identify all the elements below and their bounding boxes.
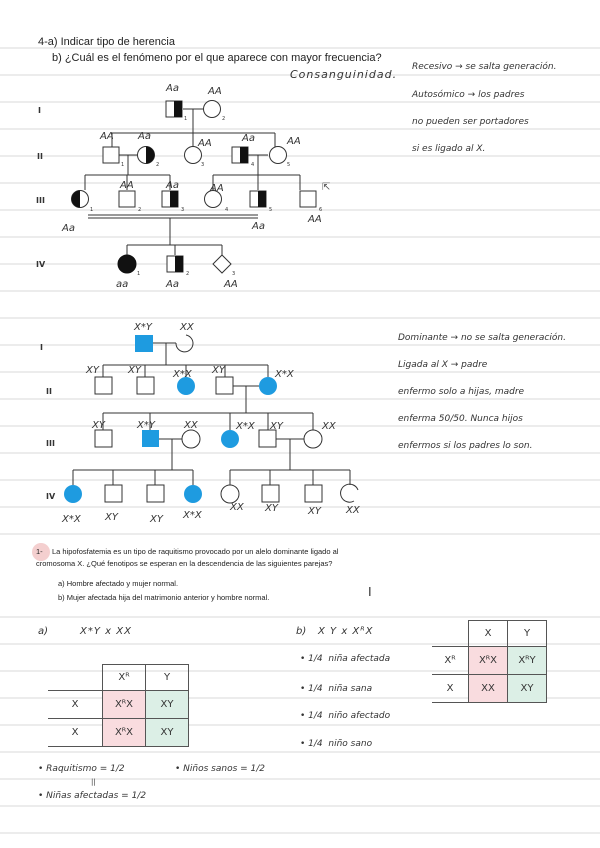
section1-title: 4-a) Indicar tipo de herencia: [38, 36, 175, 48]
svg-text:XY: XY: [128, 365, 141, 376]
svg-text:3: 3: [201, 162, 205, 168]
male-III2: [119, 191, 135, 207]
svg-text:AA: AA: [100, 131, 114, 142]
svg-text:3: 3: [232, 271, 236, 277]
svg-text:Aa: Aa: [252, 221, 265, 232]
svg-text:5: 5: [287, 162, 291, 168]
carrier-fill: [174, 101, 182, 117]
svg-text:XY: XY: [212, 365, 225, 376]
svg-text:XY: XY: [92, 420, 105, 431]
result-b-2: • 1/4 niña sana: [300, 684, 373, 694]
svg-text:XY: XY: [86, 365, 99, 376]
equals-mark: ||: [91, 778, 96, 786]
svg-text:1: 1: [137, 271, 141, 277]
male-II2: [137, 377, 154, 394]
svg-text:AA: AA: [198, 138, 212, 149]
male-IV6: [262, 485, 279, 502]
svg-text:Aa: Aa: [166, 279, 179, 290]
svg-text:Aa: Aa: [138, 131, 151, 142]
pointer-cursor-icon: ⇱: [322, 182, 331, 193]
svg-text:I: I: [40, 343, 43, 352]
svg-text:XY: XY: [150, 514, 163, 525]
option-b: b) Mujer afectada hija del matrimonio anterior y hombre normal.: [58, 593, 270, 602]
female-affected-IV1: [64, 485, 82, 503]
svg-text:Aa: Aa: [62, 223, 75, 234]
result-ninos-sanos: • Niños sanos = 1/2: [175, 764, 266, 774]
svg-text:II: II: [46, 387, 52, 396]
svg-text:Aa: Aa: [166, 83, 179, 94]
female-affected-III4: [221, 430, 239, 448]
female-III3: [182, 430, 200, 448]
gen-label-III: III: [36, 196, 45, 205]
punnett-b-header-1: X: [469, 621, 508, 647]
option-a: a) Hombre afectado y mujer normal.: [58, 579, 179, 588]
svg-text:XY: XY: [308, 506, 321, 517]
female-II3: [185, 147, 202, 164]
solution-b-cross: X Y x XᴿX: [318, 626, 374, 637]
note2-line2: Ligada al X → padre: [398, 360, 488, 370]
male-II1: [95, 377, 112, 394]
problem-number: 1-: [36, 547, 43, 556]
svg-text:X*X: X*X: [275, 369, 294, 380]
svg-text:1: 1: [184, 116, 188, 122]
male-II4: [216, 377, 233, 394]
svg-text:1: 1: [90, 207, 94, 213]
answer-consanguinidad: Consanguinidad.: [290, 68, 398, 81]
svg-text:5: 5: [269, 207, 273, 213]
female-I2: [204, 101, 221, 118]
male-affected-III2: [142, 430, 159, 447]
svg-text:X*Y: X*Y: [134, 322, 152, 333]
note2-line4: enferma 50/50. Nunca hijos: [398, 414, 523, 424]
male-IV3: [147, 485, 164, 502]
male-IV7: [305, 485, 322, 502]
carrier-fill: [258, 191, 266, 207]
note1-line4: si es ligado al X.: [412, 144, 486, 154]
pedigree-autosomal: [0, 0, 600, 300]
svg-text:Aa: Aa: [242, 133, 255, 144]
result-b-3: • 1/4 niño afectado: [300, 711, 391, 721]
svg-text:XX: XX: [346, 505, 360, 516]
svg-text:AA: AA: [210, 183, 224, 194]
svg-text:XY: XY: [270, 421, 283, 432]
svg-text:AA: AA: [120, 180, 134, 191]
result-raquitismo: • Raquitismo = 1/2: [38, 764, 125, 774]
punnett-a-header-1: Xᴿ: [103, 665, 146, 691]
female-III6: [304, 430, 322, 448]
svg-text:6: 6: [319, 207, 323, 213]
svg-text:Aa: Aa: [166, 180, 179, 191]
gen-label-IV: IV: [36, 260, 46, 269]
svg-text:AA: AA: [224, 279, 238, 290]
svg-text:X*X: X*X: [173, 369, 192, 380]
result-b-4: • 1/4 niño sano: [300, 739, 373, 749]
svg-text:IV: IV: [46, 492, 56, 501]
pedigree-x-linked: [0, 310, 400, 530]
svg-text:III: III: [46, 439, 55, 448]
result-b-1: • 1/4 niña afectada: [300, 654, 391, 664]
punnett-square-a: Xᴿ Y X XᴿX XY X XᴿX XY: [48, 664, 189, 747]
female-IV8: [341, 484, 358, 502]
result-ninas-afectadas: • Niñas afectadas = 1/2: [38, 791, 147, 801]
solution-b-label: b): [296, 626, 307, 637]
female-affected-IV4: [184, 485, 202, 503]
carrier-fill: [170, 191, 178, 207]
female-affected-IV1: [118, 255, 136, 273]
problem-text-line1: La hipofosfatemia es un tipo de raquitismo provocado por un alelo dominante ligado al: [52, 547, 339, 556]
carrier-fill: [175, 256, 183, 272]
note1-line2: Autosómico → los padres: [412, 90, 525, 100]
svg-text:2: 2: [156, 162, 160, 168]
male-IV2: [105, 485, 122, 502]
svg-text:2: 2: [186, 271, 190, 277]
note1-line3: no pueden ser portadores: [412, 117, 529, 127]
svg-text:AA: AA: [287, 136, 301, 147]
svg-text:1: 1: [121, 162, 125, 168]
svg-text:XY: XY: [105, 512, 118, 523]
note2-line5: enfermos si los padres lo son.: [398, 441, 533, 451]
carrier-fill: [240, 147, 248, 163]
carrier-fill: [146, 147, 155, 164]
problem-text-line2: cromosoma X. ¿Qué fenotipos se esperan en la descendencia de las siguientes parejas?: [36, 559, 333, 568]
solution-a-cross: X*Y x XX: [80, 626, 132, 637]
note2-line3: enfermo solo a hijas, madre: [398, 387, 525, 397]
female-I2: [176, 335, 193, 352]
carrier-fill: [72, 191, 81, 208]
svg-text:X*Y: X*Y: [137, 420, 155, 431]
punnett-square-b: X Y Xᴿ XᴿX XᴿY X XX XY: [432, 620, 547, 703]
svg-text:XX: XX: [322, 421, 336, 432]
svg-text:AA: AA: [308, 214, 322, 225]
gen-label-II: II: [37, 152, 43, 161]
svg-text:3: 3: [181, 207, 185, 213]
svg-text:2: 2: [138, 207, 142, 213]
note1-line1: Recesivo → se salta generación.: [412, 62, 557, 72]
unknown-sex-IV3: [213, 255, 231, 273]
punnett-b-header-2: Y: [508, 621, 547, 647]
svg-text:4: 4: [251, 162, 255, 168]
svg-text:X*X: X*X: [62, 514, 81, 525]
male-III1: [95, 430, 112, 447]
male-III5: [259, 430, 276, 447]
male-II1: [103, 147, 119, 163]
female-IV5: [221, 485, 239, 503]
svg-text:X*X: X*X: [236, 421, 255, 432]
male-affected-I1: [135, 335, 153, 352]
text-cursor-icon: I: [368, 584, 372, 599]
gen-label-I: I: [38, 106, 41, 115]
svg-text:X*X: X*X: [183, 510, 202, 521]
note2-line1: Dominante → no se salta generación.: [398, 333, 566, 343]
punnett-a-header-2: Y: [146, 665, 189, 691]
svg-text:AA: AA: [208, 86, 222, 97]
svg-text:2: 2: [222, 116, 226, 122]
svg-text:XY: XY: [265, 503, 278, 514]
svg-text:XX: XX: [230, 502, 244, 513]
svg-text:4: 4: [225, 207, 229, 213]
female-II5: [270, 147, 287, 164]
section1-question-b: b) ¿Cuál es el fenómeno por el que aparece con mayor frecuencia?: [52, 52, 382, 64]
solution-a-label: a): [38, 626, 49, 637]
svg-text:XX: XX: [180, 322, 194, 333]
svg-text:aa: aa: [116, 279, 129, 290]
male-III6: [300, 191, 316, 207]
svg-text:XX: XX: [184, 420, 198, 431]
